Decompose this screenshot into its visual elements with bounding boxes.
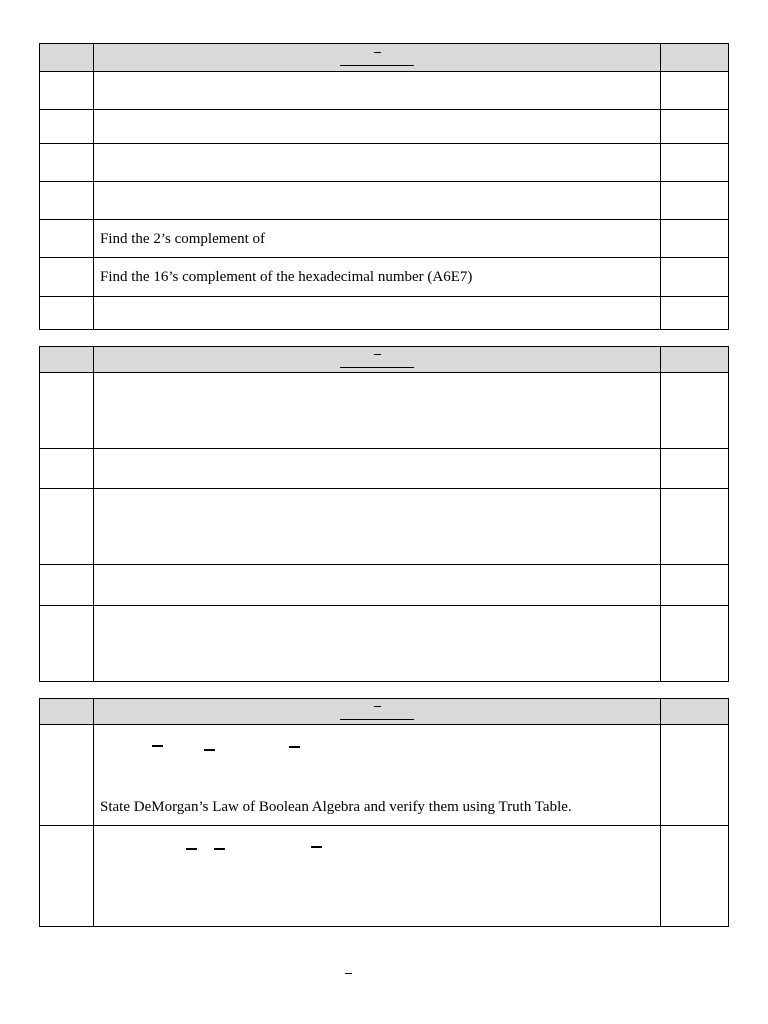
- question-number-cell: [40, 182, 94, 220]
- overline-mark: [311, 846, 322, 848]
- table-header-row: [40, 699, 729, 725]
- header-cell-title: [94, 44, 661, 72]
- question-text: [94, 826, 661, 927]
- marks-cell: [661, 258, 729, 297]
- marks-cell: [661, 565, 729, 606]
- table-row: [40, 182, 729, 220]
- question-text: [94, 110, 661, 144]
- header-cell-number: [40, 44, 94, 72]
- question-text: [94, 449, 661, 489]
- table-row: [40, 72, 729, 110]
- table-row: [40, 110, 729, 144]
- table-header-row: [40, 44, 729, 72]
- table-row: [40, 373, 729, 449]
- question-text: [94, 297, 661, 330]
- table-row: [40, 826, 729, 927]
- header-cell-number: [40, 347, 94, 373]
- title-dash: [374, 706, 381, 707]
- table-row: [40, 725, 729, 826]
- section-title: [340, 703, 414, 720]
- table-row: [40, 606, 729, 682]
- marks-cell: [661, 110, 729, 144]
- question-text: [94, 606, 661, 682]
- section-title: [340, 49, 414, 66]
- header-cell-number: [40, 699, 94, 725]
- question-text: [94, 373, 661, 449]
- marks-cell: [661, 725, 729, 826]
- table-row: [40, 220, 729, 258]
- marks-cell: [661, 144, 729, 182]
- title-dash: [374, 354, 381, 355]
- section-title: [340, 351, 414, 368]
- question-text: [94, 144, 661, 182]
- overline-mark: [204, 749, 215, 751]
- overline-mark: [289, 746, 300, 748]
- question-number-cell: [40, 72, 94, 110]
- question-number-cell: [40, 725, 94, 826]
- overline-mark: [214, 848, 225, 850]
- question-number-cell: [40, 110, 94, 144]
- question-number-cell: [40, 220, 94, 258]
- table-row: [40, 565, 729, 606]
- marks-cell: [661, 449, 729, 489]
- question-number-cell: [40, 449, 94, 489]
- question-number-cell: [40, 373, 94, 449]
- section-b-table: [39, 346, 729, 682]
- question-text: Find the 16’s complement of the hexadecimal number (A6E7): [94, 258, 661, 297]
- title-dash: [374, 52, 381, 53]
- table-row: [40, 258, 729, 297]
- marks-cell: [661, 489, 729, 565]
- table-header-row: [40, 347, 729, 373]
- marks-cell: [661, 826, 729, 927]
- marks-cell: [661, 297, 729, 330]
- header-cell-marks: [661, 699, 729, 725]
- marks-cell: [661, 373, 729, 449]
- overline-mark: [186, 848, 197, 850]
- question-number-cell: [40, 297, 94, 330]
- table-row: [40, 449, 729, 489]
- table-row: [40, 297, 729, 330]
- marks-cell: [661, 606, 729, 682]
- question-text: State DeMorgan’s Law of Boolean Algebra and verify them using Truth Table.: [94, 725, 661, 826]
- question-text: [94, 565, 661, 606]
- overline-mark: [152, 745, 163, 747]
- header-cell-title: [94, 699, 661, 725]
- question-number-cell: [40, 826, 94, 927]
- marks-cell: [661, 72, 729, 110]
- question-number-cell: [40, 606, 94, 682]
- table-row: [40, 489, 729, 565]
- section-c-table: [39, 698, 729, 927]
- marks-cell: [661, 182, 729, 220]
- header-cell-marks: [661, 347, 729, 373]
- question-number-cell: [40, 144, 94, 182]
- question-number-cell: [40, 489, 94, 565]
- page-number-dash: [345, 973, 352, 974]
- header-cell-marks: [661, 44, 729, 72]
- question-text: Find the 2’s complement of: [94, 220, 661, 258]
- question-number-cell: [40, 258, 94, 297]
- marks-cell: [661, 220, 729, 258]
- question-text: [94, 182, 661, 220]
- question-text: [94, 489, 661, 565]
- table-row: [40, 144, 729, 182]
- section-a-table: [39, 43, 729, 330]
- question-number-cell: [40, 565, 94, 606]
- question-text: [94, 72, 661, 110]
- header-cell-title: [94, 347, 661, 373]
